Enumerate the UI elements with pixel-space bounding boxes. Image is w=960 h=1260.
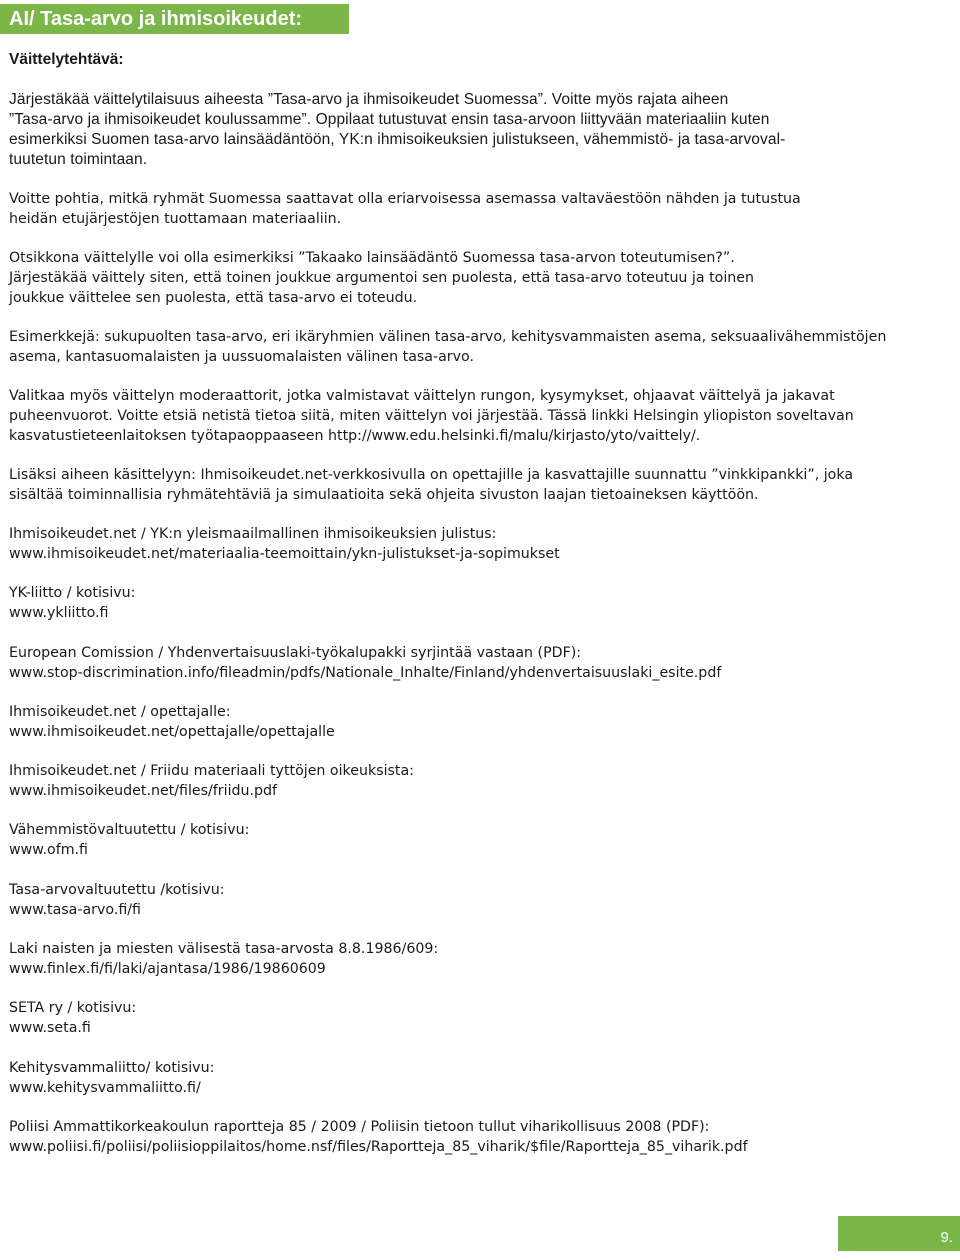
resource-url[interactable]: www.kehitysvammaliitto.fi/ bbox=[9, 1079, 201, 1096]
resource-label: Laki naisten ja miesten välisestä tasa-arvosta 8.8.1986/609: bbox=[9, 941, 439, 958]
text-line: sisältää toiminnallisia ryhmätehtäviä ja simulaatioita sekä ohjeita sivuston laajan tietoaineksen käyttöön. bbox=[9, 487, 759, 503]
resource-label: YK-liitto / kotisivu: bbox=[9, 585, 136, 602]
text-line: joukkue väittelee sen puolesta, että tasa-arvo ei toteudu. bbox=[9, 290, 418, 306]
resource-url[interactable]: www.seta.fi bbox=[9, 1020, 91, 1037]
resource-friidu bbox=[9, 761, 949, 801]
text-line: Esimerkkejä: sukupuolten tasa-arvo, eri ikäryhmien välinen tasa-arvo, kehitysvammaisten asema, seksuaalivähemmistöjen bbox=[9, 329, 887, 345]
resource-seta bbox=[9, 998, 949, 1038]
resource-un-declaration bbox=[9, 524, 949, 564]
resource-police-report bbox=[9, 1117, 949, 1157]
text-line: asema, kantasuomalaisten ja uussuomalaisten välinen tasa-arvo. bbox=[9, 349, 474, 365]
text-line: puheenvuorot. Voitte etsiä netistä tietoa siitä, miten väittelyn voi järjestää. Tässä linkki Helsingin yliopiston soveltavan bbox=[9, 408, 854, 424]
paragraph-groups bbox=[9, 189, 949, 229]
resource-european-commission bbox=[9, 643, 949, 683]
text-line: Lisäksi aiheen käsittelyyn: Ihmisoikeudet.net-verkkosivulla on opettajille ja kasvattajille suunnattu ”vinkkipankki”, joka bbox=[9, 467, 854, 483]
resource-label: European Comission / Yhdenvertaisuuslaki-työkalupakki syrjintää vastaan (PDF): bbox=[9, 644, 582, 661]
page-number-badge bbox=[838, 1216, 960, 1251]
paragraph-examples bbox=[9, 327, 949, 367]
resource-label: Ihmisoikeudet.net / opettajalle: bbox=[9, 703, 231, 720]
document-body bbox=[9, 50, 949, 1176]
resource-label: Tasa-arvovaltuutettu /kotisivu: bbox=[9, 881, 225, 898]
resource-url[interactable]: www.poliisi.fi/poliisi/poliisioppilaitos/home.nsf/files/Raportteja_85_viharik/$file/Raportteja_85_viharik.pdf bbox=[9, 1138, 748, 1155]
section-title: AI/ Tasa-arvo ja ihmisoikeudet: bbox=[9, 8, 303, 30]
resource-label: Kehitysvammaliitto/ kotisivu: bbox=[9, 1059, 215, 1076]
text-line: heidän etujärjestöjen tuottamaan materiaaliin. bbox=[9, 211, 342, 227]
resource-url[interactable]: www.stop-discrimination.info/fileadmin/pdfs/Nationale_Inhalte/Finland/yhdenvertaisuuslaki_esite.pdf bbox=[9, 664, 722, 681]
paragraph-intro bbox=[9, 90, 949, 170]
page-number: 9. bbox=[940, 1229, 953, 1246]
resource-url[interactable]: www.ofm.fi bbox=[9, 842, 88, 859]
resource-equality-ombudsman bbox=[9, 880, 949, 920]
resource-url[interactable]: www.ihmisoikeudet.net/files/friidu.pdf bbox=[9, 783, 278, 800]
resource-label: Ihmisoikeudet.net / Friidu materiaali tyttöjen oikeuksista: bbox=[9, 763, 414, 780]
resource-url[interactable]: www.ihmisoikeudet.net/opettajalle/opettajalle bbox=[9, 723, 335, 740]
resource-url[interactable]: www.ykliitto.fi bbox=[9, 605, 109, 622]
text-line: Valitkaa myös väittelyn moderaattorit, jotka valmistavat väittelyn rungon, kysymykset, ohjaavat väittelyä ja jakavat bbox=[9, 388, 835, 404]
paragraph-extra bbox=[9, 465, 949, 505]
resource-kehitysvammaliitto bbox=[9, 1058, 949, 1098]
text-line: kasvatustieteenlaitoksen työtapaoppaaseen http://www.edu.helsinki.fi/malu/kirjasto/yto/vaittely/. bbox=[9, 428, 701, 444]
resource-minority-ombudsman bbox=[9, 820, 949, 860]
text-line: esimerkiksi Suomen tasa-arvo lainsäädäntöön, YK:n ihmisoikeuksien julistukseen, vähemmistö- ja tasa-arvoval- bbox=[9, 131, 786, 148]
text-line: Voitte pohtia, mitkä ryhmät Suomessa saattavat olla eriarvoisessa asemassa valtaväestöön nähden ja tutustua bbox=[9, 191, 801, 207]
resource-equality-law bbox=[9, 939, 949, 979]
resource-for-teachers bbox=[9, 702, 949, 742]
resource-label: Vähemmistövaltuutettu / kotisivu: bbox=[9, 822, 250, 839]
resource-yk-liitto bbox=[9, 583, 949, 623]
resource-label: Ihmisoikeudet.net / YK:n yleismaailmallinen ihmisoikeuksien julistus: bbox=[9, 526, 497, 542]
section-header bbox=[0, 4, 349, 34]
text-line: Järjestäkää väittelytilaisuus aiheesta ”Tasa-arvo ja ihmisoikeudet Suomessa”. Voitte myös rajata aiheen bbox=[9, 91, 729, 108]
resource-label: Poliisi Ammattikorkeakoulun raportteja 85 / 2009 / Poliisin tietoon tullut viharikollisuus 2008 (PDF): bbox=[9, 1118, 710, 1135]
resource-url[interactable]: www.tasa-arvo.fi/fi bbox=[9, 901, 141, 918]
resource-url[interactable]: www.finlex.fi/fi/laki/ajantasa/1986/19860609 bbox=[9, 961, 326, 978]
text-line: ”Tasa-arvo ja ihmisoikeudet koulussamme”. Oppilaat tutustuvat ensin tasa-arvoon liittyvään materiaaliin kuten bbox=[9, 111, 770, 128]
paragraph-moderators bbox=[9, 386, 949, 446]
text-line: tuutetun toimintaan. bbox=[9, 151, 148, 168]
text-line: Järjestäkää väittely siten, että toinen joukkue argumentoi sen puolesta, että tasa-arvo toteutuu ja toinen bbox=[9, 270, 754, 286]
resource-label: SETA ry / kotisivu: bbox=[9, 1000, 137, 1017]
resource-url[interactable]: www.ihmisoikeudet.net/materiaalia-teemoittain/ykn-julistukset-ja-sopimukset bbox=[9, 546, 560, 562]
task-subtitle: Väittelytehtävä: bbox=[9, 51, 124, 68]
text-line: Otsikkona väittelylle voi olla esimerkiksi ”Takaako lainsäädäntö Suomessa tasa-arvon toteutumisen?”. bbox=[9, 250, 735, 266]
paragraph-debate-title bbox=[9, 248, 949, 308]
